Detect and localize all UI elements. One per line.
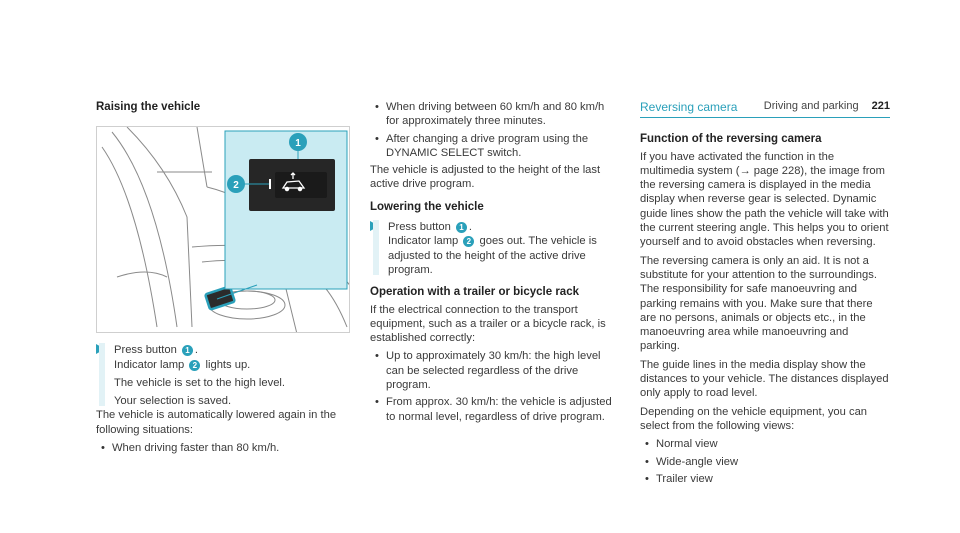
header-section: Driving and parking <box>763 100 859 112</box>
console-drawing <box>97 127 350 333</box>
heading-lowering-vehicle: Lowering the vehicle <box>370 200 484 213</box>
heading-raising-vehicle: Raising the vehicle <box>96 101 201 113</box>
lower-bullets-2 <box>370 100 620 160</box>
column-3 <box>640 100 890 489</box>
camera-paragraph-4: Depending on the vehicle equipment, you can select from the following views: <box>640 405 868 432</box>
result-high-level: The vehicle is set to the high level. <box>114 376 286 389</box>
console-illustration <box>96 126 350 333</box>
list-item: • Wide-angle view <box>640 455 890 469</box>
step-press-button: Press button 1 . Indicator lamp 2 lights up. <box>114 344 251 371</box>
list-item: • When driving between 60 km/h and 80 km/h for approximately three minutes. <box>370 100 620 129</box>
callout-2: 2 <box>233 180 239 192</box>
list-item: • From approx. 30 km/h: the vehicle is adjusted to normal level, regardless of drive program. <box>370 395 620 424</box>
list-item: • Trailer view <box>640 472 890 486</box>
heading-camera-function: Function of the reversing camera <box>640 133 822 146</box>
page-number: 221 <box>871 100 890 112</box>
adjusted-paragraph: The vehicle is adjusted to the height of the last active drive program. <box>370 164 601 191</box>
camera-paragraph-2: The reversing camera is only an aid. It is not a substitute for your attention to the surroundings. The responsibility for safe manoeuvring and parking remains with you. Make sure that there are no persons, animals or objects etc., in the manoeuvring area while manoeuvring and parking. <box>640 254 877 353</box>
auto-lower-paragraph: The vehicle is automatically lowered again in the following situations: <box>96 409 337 436</box>
column-2 <box>370 100 620 427</box>
list-item: • Normal view <box>640 437 890 451</box>
camera-views-list <box>640 437 890 486</box>
result-saved: Your selection is saved. <box>114 395 232 408</box>
step-press-button: Press button 1 . Indicator lamp 2 goes out. The vehicle is adjusted to the height of the active drive program. <box>388 221 597 276</box>
badge-1: 1 <box>182 345 193 356</box>
list-item: • Up to approximately 30 km/h: the high level can be selected regardless of the drive program. <box>370 349 620 392</box>
trailer-paragraph: If the electrical connection to the transport equipment, such as a trailer or a bicycle rack, is established correctly: <box>370 303 606 345</box>
section-title-reversing-camera: Reversing camera <box>640 100 890 118</box>
callout-1: 1 <box>295 138 301 150</box>
badge-2: 2 <box>189 360 200 371</box>
lower-bullets-1 <box>96 441 350 455</box>
column-1 <box>96 100 350 458</box>
camera-paragraph-1: If you have activated the function in the multimedia system (→ page 228), the image from the reversing camera is displayed in the media display when reverse gear is selected. Dynamic guide lines show the path the vehicle will take with the current steering angle. This helps you to orient yourself and to avoid obstacles when reversing. <box>640 150 889 249</box>
camera-paragraph-3: The guide lines in the media display show the distances to your vehicle. The distances displayed only apply to road level. <box>640 358 889 400</box>
step-bar <box>99 343 105 406</box>
heading-trailer-operation: Operation with a trailer or bicycle rack <box>370 286 579 299</box>
badge-2: 2 <box>463 236 474 247</box>
lower-step <box>370 220 620 277</box>
badge-1: 1 <box>456 222 467 233</box>
list-item: • After changing a drive program using the DYNAMIC SELECT switch. <box>370 132 620 161</box>
step-bar <box>373 220 379 275</box>
trailer-bullets <box>370 349 620 423</box>
list-item: • When driving faster than 80 km/h. <box>96 441 350 455</box>
raise-step <box>96 343 350 408</box>
